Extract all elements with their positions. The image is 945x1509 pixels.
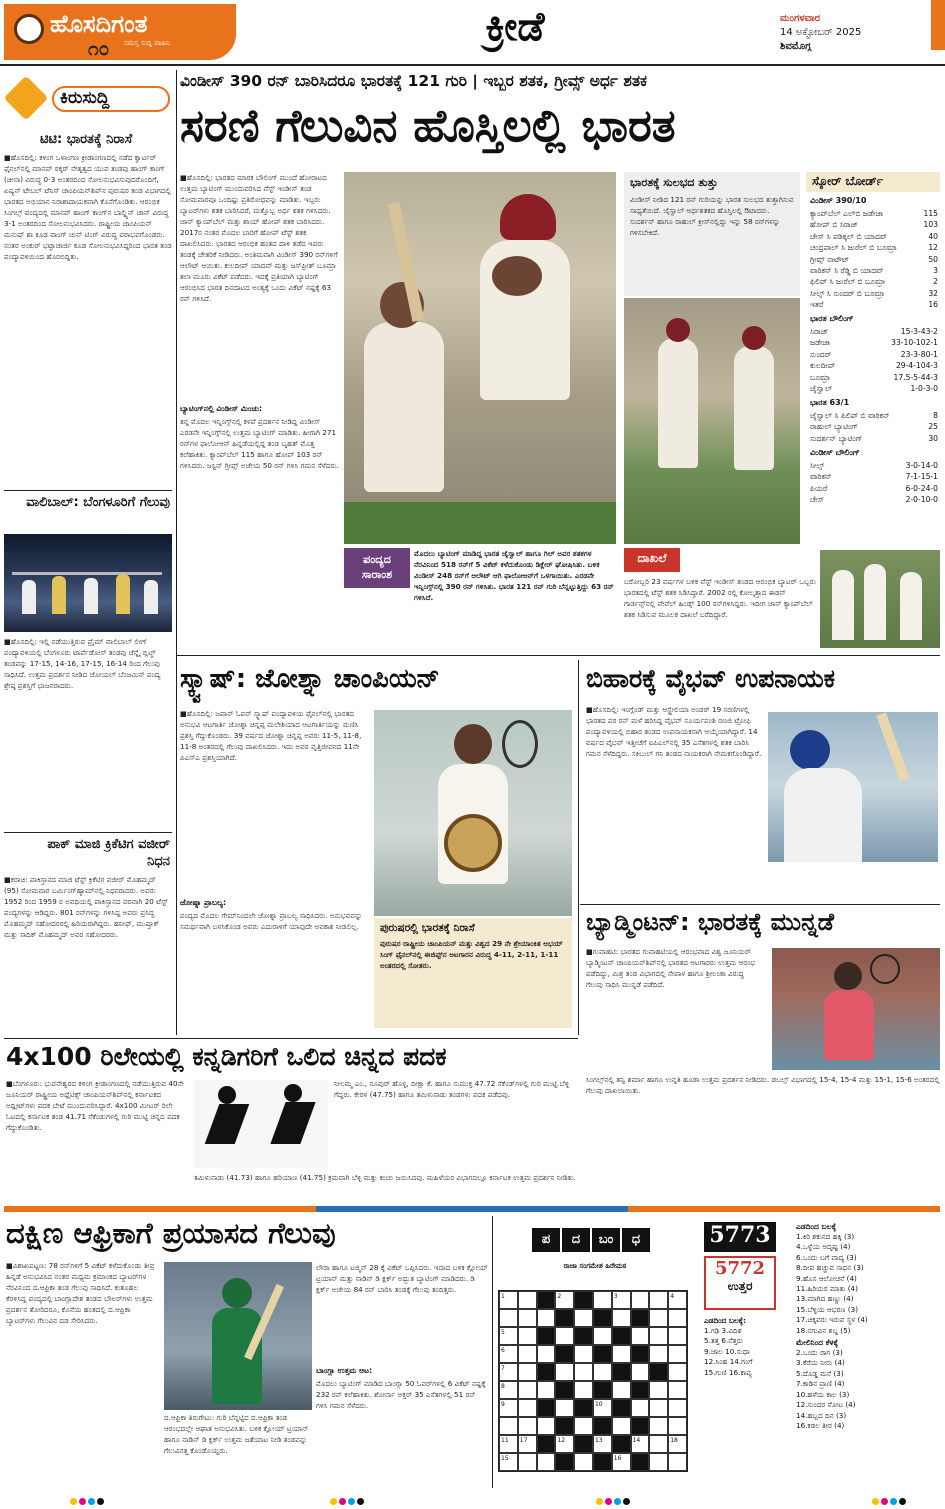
grid-cell-blocked bbox=[574, 1399, 593, 1417]
grid-cell[interactable] bbox=[649, 1417, 668, 1435]
grid-cell[interactable]: 3 bbox=[612, 1291, 631, 1309]
score-name: ಗ್ರೀವ್ಸ್ ನಾಟೌಟ್ bbox=[810, 254, 850, 264]
grid-cell-blocked bbox=[537, 1399, 556, 1417]
grid-cell[interactable] bbox=[668, 1453, 687, 1471]
answer-box bbox=[704, 1256, 776, 1310]
clue: 10.ಹಳೆಯ ಕಾಲ (3) bbox=[796, 1389, 850, 1399]
grid-cell[interactable] bbox=[631, 1291, 650, 1309]
score-name: ರಾಹುಲ್ ಬ್ಯಾಟಿಂಗ್ bbox=[810, 422, 858, 432]
sa-caption: ದ.ಆಫ್ರಿಕಾ ತಿರುಗೇಟು: ಗುರಿ ಬೆನ್ನಟ್ಟಿದ ದ.ಆಫ್ರಿಕಾ ತಂಡ ಆರಂಭದಲ್ಲೇ ಆಘಾತ ಅನುಭವಿಸಿತು. ಬಳಿಕ ಕ್ಲೋಯ್ ಟ್ರಯಾನ್ ಹಾಗೂ ನಾಡಿನ್ ಡಿ ಕ್ಲರ್ಕ್ ಉತ್ತಮ ಜತೆಯಾಟ ನೀಡಿ ತಂಡವನ್ನು ಗೆಲುವಿನತ್ತ ಕೊಂಡೊಯ್ದರು. bbox=[164, 1413, 309, 1455]
grid-cell-blocked bbox=[631, 1453, 650, 1471]
grid-cell[interactable] bbox=[555, 1327, 574, 1345]
grid-cell[interactable] bbox=[574, 1381, 593, 1399]
score-name: ಸೀಲ್ಸ್ ಸಿ ಸುಂದರ್ ಬಿ ಬೂಮ್ರಾ bbox=[810, 288, 885, 298]
grid-cell[interactable]: 13 bbox=[593, 1435, 612, 1453]
scoreboard-bowling-title: ಭಾರತ ಬೌಲಿಂಗ್ bbox=[810, 314, 854, 323]
clue: 16.ಕಡಲ ತೀರ (4) bbox=[796, 1420, 845, 1430]
clue: 11.ಹಿರಿಯರ ಮಾತು (4) bbox=[796, 1284, 858, 1294]
color-band bbox=[931, 0, 945, 50]
grid-cell[interactable] bbox=[555, 1363, 574, 1381]
grid-cell-blocked bbox=[555, 1453, 574, 1471]
grid-cell-blocked bbox=[537, 1291, 556, 1309]
score-value: 33-10-102-1 bbox=[891, 338, 938, 348]
brand-tagline: ಸಮಸ್ತ ಸುದ್ದಿ ವಾಹಿನಿ bbox=[124, 39, 170, 47]
relay-headline: 4x100 ರಿಲೇಯಲ್ಲಿ ಕನ್ನಡಿಗರಿಗೆ ಒಲಿದ ಚಿನ್ನದ ಪದಕ bbox=[6, 1042, 447, 1071]
answer: 12.ಸಿಂಹ 14.ಗಂಗೆ bbox=[704, 1357, 753, 1367]
grid-cell-blocked bbox=[555, 1345, 574, 1363]
score-name: ಚೇಸ್ ಸಿ ಪಡಿಕ್ಕಲ್ ಬಿ ಯಾದವ್ bbox=[810, 231, 888, 241]
grid-cell[interactable] bbox=[649, 1327, 668, 1345]
clues-list bbox=[796, 1232, 942, 1336]
lead-body: ತನ್ನ ಮೊದಲ ಇನ್ನಿಂಗ್ಸ್‌ನಲ್ಲಿ ಕಳಪೆ ಪ್ರದರ್ಶನ ನೀಡಿದ್ದ ವಿಂಡೀಸ್ ಎರಡನೇ ಇನ್ನಿಂಗ್ಸ್‌ನಲ್ಲಿ ಉತ್ತಮ ಬ್ಯಾಟಿಂಗ್ ಮಾಡಿತು. ಹೀಗಾಗಿ 271 ರನ್‌ಗಳ ಫಾಲೋಆನ್ ಹಿನ್ನಡೆಯಲ್ಲಿದ್ದ ತಂಡ ಬೃಹತ್ ಮೊತ್ತ ಕಲೆಹಾಕಿತು. ಕ್ಯಾಂಪ್‌ಬೆಲ್ 115 ಹಾಗೂ ಹೋಪ್ 103 ರನ್ ಗಳಿಸಿದರು. ಜಸ್ಟಿನ್ ಗ್ರೀವ್ಸ್ ಅಜೇಯ 50 ರನ್ ಗಳಿಸಿ ಗಮನ ಸೆಳೆದರು. bbox=[180, 417, 339, 470]
page-number: ೧೦ bbox=[88, 38, 110, 60]
clue: 17.ಚಿಕ್ಕವರು ಇರುವ ಸ್ಥಳ (4) bbox=[796, 1315, 868, 1325]
relay-body: ■ಬೆಂಗಳೂರು: ಭುವನೇಶ್ವರದ ಕಳಿಂಗ ಕ್ರೀಡಾಂಗಣದಲ್ಲಿ ನಡೆಯುತ್ತಿರುವ 40ನೇ ಜೂನಿಯರ್ ರಾಷ್ಟ್ರೀಯ ಅಥ್ಲೆಟಿಕ್ಸ್ ಚಾಂಪಿಯನ್‌ಶಿಪ್‌ನಲ್ಲಿ ಕರ್ನಾಟಕದ ಅಥ್ಲೀಟ್‌ಗಳು ಪದಕ ಬೇಟೆ ಮುಂದುವರಿಸಿದ್ದಾರೆ. 4x100 ಮೀಟರ್ ರಿಲೇ ಓಟದಲ್ಲಿ ಕರ್ನಾಟಕ ತಂಡ 41.71 ಸೆಕೆಂಡುಗಳಲ್ಲಿ ಗುರಿ ಮುಟ್ಟಿ ಚಿನ್ನದ ಪದಕ ಗೆದ್ದುಕೊಂಡಿತು. bbox=[6, 1079, 184, 1132]
answer-label: ಉತ್ತರ bbox=[727, 1279, 753, 1293]
answer: 1.ಗಢಿ 3.ವಿದಿಶ bbox=[704, 1326, 742, 1335]
score-value: 15-3-43-2 bbox=[900, 327, 938, 336]
kiru-label-box bbox=[4, 76, 172, 124]
score-name: ಜೈಸ್ವಾಲ್ bbox=[810, 384, 833, 394]
score-row bbox=[810, 242, 938, 253]
answer-number: 5772 bbox=[714, 1258, 766, 1279]
lead-body: ■ಹೊಸದಿಲ್ಲಿ: ಭಾರತದ ಮಾರಕ ಬೌಲಿಂಗ್ ಮುಂದೆ ಹೋರಾಟದ ಉತ್ತಮ ಬ್ಯಾಟಿಂಗ್ ಮುಂದುವರಿಸಿದ ವೆಸ್ಟ್ ಇಂಡೀಸ್ ತಂಡ ಸೋಮವಾರವೂ ಒಂದಿಷ್ಟು ಪ್ರತಿರೋಧವನ್ನು ಮಾಡಿತು. ಇಬ್ಬರು ಬ್ಯಾಟರ್‌ಗಳು ಶತಕ ಬಾರಿಸಿದರೆ, ಮತ್ತೊಬ್ಬ ಅರ್ಧ ಶತಕ ಗಳಿಸಿದರು. ಜಾನ್ ಕ್ಯಾಂಪ್‌ಬೆಲ್ ಮತ್ತು ಶಾಯ್ ಹೋಪ್ ಶತಕ ಬಾರಿಸಿದರು. 2017ರ ನಂತರ ಮೊದಲ ಬಾರಿಗೆ ಹೋಪ್ ಟೆಸ್ಟ್ ಶತಕ ದಾಖಲಿಸಿದರು. ಭಾರತದ ಆರಂಭಿಕ ಹಂತದ ದಾಳಿ ತಡೆದ ಇವರು ತಂಡಕ್ಕೆ ಚೇತರಿಕೆ ನೀಡಿದರು. ಅಂತಿಮವಾಗಿ ವಿಂಡೀಸ್ 390 ರನ್‌ಗಳಿಗೆ ಆಲೌಟ್ ಆಯಿತು. ಕುಲದೀಪ್ ಯಾದವ್ ಮತ್ತು ಜಸ್‌ಪ್ರೀತ್ ಬೂಮ್ರಾ ತಲಾ ಮೂರು ವಿಕೆಟ್ ಪಡೆದರು. ಇದಕ್ಕೆ ಪ್ರತಿಯಾಗಿ ಬ್ಯಾಟಿಂಗ್ ಆರಂಭಿಸಿದ ಭಾರತ ದಿನದಾಟದ ಅಂತ್ಯಕ್ಕೆ ಒಂದು ವಿಕೆಟ್ ನಷ್ಟಕ್ಕೆ 63 ರನ್ ಗಳಿಸಿದೆ. bbox=[180, 173, 338, 303]
kiru-item-body: ■ಹೊಸದಿಲ್ಲಿ: ಕಳಿಂಗ ಒಳಾಂಗಣ ಕ್ರೀಡಾಂಗಣದಲ್ಲಿ ನಡೆದ ಕ್ವಾರ್ಟರ್ ಫೈನಲ್‌ನಲ್ಲಿ ಮಾನವ್ ಠಕ್ಕರ್ ನೇತೃತ್ವದ ಯುವ ತಂಡವು ಹಾಂಗ್ ಕಾಂಗ್ (ಚೀನಾ) ವಿರುದ್ಧ 0-3 ಅಂತರದಿಂದ ಸೋಲನುಭವಿಸುವುದರೊಂದಿಗೆ, ಏಷ್ಯನ್ ಟೇಬಲ್ ಟೆನಿಸ್ ಚಾಂಪಿಯನ್‌ಶಿಪ್‌ನ ಪುರುಷರ ತಂಡ ವಿಭಾಗದಲ್ಲಿ ಭಾರತದ ಅಭಿಯಾನ ನಿರಾಶಾದಾಯಕವಾಗಿ ಕೊನೆಗೊಂಡಿತು. ಆರಂಭಿಕ ಸಿಂಗಲ್ಸ್ ಪಂದ್ಯದಲ್ಲಿ ಮಾನವ್ ಹಾಂಗ್ ಕಾಂಗ್‌ನ ಬಾಲ್ಡ್ವಿನ್ ಚಾನ್ ವಿರುದ್ಧ 3-1 ಅಂತರದಿಂದ ಸೋಲನುಭವಿಸಿದರು. ರಾಷ್ಟ್ರೀಯ ಚಾಂಪಿಯನ್ ಮನುಷ್ ಶಾ ಕೂಡ ವಾಂಗ್ ಚುನ್ ಟಿಂಗ್ ವಿರುದ್ಧ ಪರಾಭವಗೊಂಡರು. ನಂತರ ಅಂಕುರ್ ಭಟ್ಟಾಚಾರ್ಜಿ ಕೂಡ ಸೋಲನುಭವಿಸಿದ್ದರಿಂದ ಭಾರತ ತಂಡ ಪಂದ್ಯಾವಳಿಯಿಂದ ಹೊರಬಿದ್ದಿತು. bbox=[4, 153, 172, 261]
grid-cell[interactable] bbox=[537, 1417, 556, 1435]
score-row bbox=[810, 208, 938, 219]
lead-headline: ಸರಣಿ ಗೆಲುವಿನ ಹೊಸ್ತಿಲಲ್ಲಿ ಭಾರತ bbox=[180, 99, 676, 152]
grid-cell[interactable]: 6 bbox=[499, 1345, 518, 1363]
grid-cell-blocked bbox=[612, 1399, 631, 1417]
score-name: ಹೋಪ್ ಬಿ ಸಿರಾಜ್ bbox=[810, 220, 859, 230]
grid-cell[interactable]: 11 bbox=[499, 1435, 518, 1453]
clue: 2.ಒಂದು ರಾಗ (3) bbox=[796, 1348, 843, 1358]
score-value: 1-0-3-0 bbox=[910, 384, 938, 394]
score-row bbox=[810, 219, 938, 230]
lead-photo-batters bbox=[624, 298, 800, 544]
grid-cell[interactable]: 15 bbox=[499, 1453, 518, 1471]
grid-cell[interactable] bbox=[668, 1381, 687, 1399]
summary-label-box bbox=[344, 548, 410, 588]
clue: 14.ಹಬ್ಬದ ದಿನ (3) bbox=[796, 1410, 847, 1420]
score-value: 25 bbox=[928, 422, 938, 432]
grid-cell-blocked bbox=[555, 1309, 574, 1327]
badminton-body: ಸಿಂಗಲ್ಸ್‌ನಲ್ಲಿ ತನ್ವಿ ಶರ್ಮಾ ಹಾಗೂ ಉನ್ನತಿ ಹೂಡಾ ಉತ್ತಮ ಪ್ರದರ್ಶನ ನೀಡಿದರು. ಡಬಲ್ಸ್ ವಿಭಾಗದಲ್ಲಿ 15-4, 15-4 ಮತ್ತು 15-1, 15-6 ಅಂತರದಲ್ಲಿ ಗೆಲುವು ದಾಖಲಾಯಿತು. bbox=[586, 1075, 940, 1095]
clues-title: ಮೇಲಿನಿಂದ ಕೆಳಕ್ಕೆ bbox=[796, 1338, 838, 1348]
lead-sidebar-box bbox=[624, 172, 800, 296]
grid-cell[interactable] bbox=[574, 1345, 593, 1363]
lead-subhead: ಬ್ಯಾಟಿಂಗ್‌ನಲ್ಲಿ ವಿಂಡೀಸ್ ಮಿಂಚು: bbox=[180, 404, 263, 413]
score-name: ಇತರೆ bbox=[810, 300, 824, 310]
clue: 15.ಬೆಳ್ಳಿಯ ಆಭರಣ (3) bbox=[796, 1304, 858, 1314]
dateline bbox=[780, 12, 930, 54]
grid-cell[interactable] bbox=[649, 1435, 668, 1453]
score-name: ವಾರಿಕನ್ bbox=[810, 472, 832, 482]
score-name: ಪಿಯರೆ bbox=[810, 483, 828, 493]
grid-cell[interactable] bbox=[612, 1417, 631, 1435]
lead-sidebar-title: ಭಾರತಕ್ಕೆ ಸುಲಭದ ತುತ್ತು bbox=[630, 176, 718, 189]
badminton-headline: ಬ್ಯಾಡ್ಮಿಂಟನ್: ಭಾರತಕ್ಕೆ ಮುನ್ನಡೆ bbox=[586, 908, 834, 936]
clue: 4.ಒಳ್ಳೆಯ ಅದೃಷ್ಟ (4) bbox=[796, 1242, 851, 1252]
grid-cell[interactable] bbox=[518, 1417, 537, 1435]
kiru-item-title: ಟಿಟಿ: ಭಾರತಕ್ಕೆ ನಿರಾಸೆ bbox=[40, 132, 133, 147]
score-value: 23-3-80-1 bbox=[900, 349, 938, 359]
score-name: ಸಿರಾಜ್ bbox=[810, 327, 829, 336]
kiru-item-title: ಪಾಕ್ ಮಾಜಿ ಕ್ರಿಕೆಟಿಗ ವಜೀರ್ ನಿಧನ bbox=[47, 837, 170, 869]
score-value: 32 bbox=[928, 288, 938, 298]
grid-cell[interactable] bbox=[499, 1417, 518, 1435]
badminton-body: ■ಗುವಾಹಟಿ: ಭಾರತದ ಗುವಾಹಟಿಯಲ್ಲಿ ಆರಂಭವಾದ ವಿಶ್ವ ಜೂನಿಯರ್ ಬ್ಯಾಡ್ಮಿಂಟನ್ ಚಾಂಪಿಯನ್‌ಶಿಪ್‌ನಲ್ಲಿ ಭಾರತದ ಆಟಗಾರರು ಉತ್ತಮ ಆರಂಭ ಪಡೆದಿದ್ದು, ಮಿಶ್ರ ತಂಡ ವಿಭಾಗದಲ್ಲಿ ನೇಪಾಳ ಹಾಗೂ ಶ್ರೀಲಂಕಾ ವಿರುದ್ಧ ಗೆಲುವು ಸಾಧಿಸಿ ಮುನ್ನಡೆ ಪಡೆದಿದೆ. bbox=[586, 947, 756, 989]
day: ಮಂಗಳವಾರ bbox=[780, 13, 821, 24]
grid-cell-blocked bbox=[574, 1327, 593, 1345]
squash-caption-title: ಪುರುಷರಲ್ಲಿ ಭಾರತಕ್ಕೆ ನಿರಾಸೆ bbox=[380, 922, 475, 934]
answers-title: ಎಡದಿಂದ ಬಲಕ್ಕೆ: bbox=[704, 1316, 746, 1325]
grid-cell[interactable] bbox=[574, 1363, 593, 1381]
score-value: 3 bbox=[933, 266, 938, 276]
grid-cell[interactable]: 18 bbox=[668, 1435, 687, 1453]
scoreboard-team: ವಿಂಡೀಸ್ 390/10 bbox=[810, 196, 867, 205]
score-name: ಕುಲದೀಪ್ bbox=[810, 361, 836, 371]
scoreboard-batting bbox=[810, 410, 938, 444]
answer: 5.ತತ್ತ 6.ನೆತ್ತರು bbox=[704, 1336, 744, 1346]
grid-cell[interactable] bbox=[649, 1291, 668, 1309]
record-body: ಬರೋಬ್ಬರಿ 23 ವರ್ಷಗಳ ಬಳಿಕ ವೆಸ್ಟ್ ಇಂಡೀಸ್ ತಂಡದ ಆರಂಭಿಕ ಬ್ಯಾಟರ್ ಒಬ್ಬರು ಭಾರತದಲ್ಲಿ ಟೆಸ್ಟ್ ಶತಕ ಸಿಡಿಸಿದ್ದಾರೆ. 2002 ರಲ್ಲಿ ಕೋಲ್ಕತ್ತಾದ ಈಡನ್ ಗಾರ್ಡನ್ಸ್‌ನಲ್ಲಿ ವೇವೆಲ್ ಹಿಂಡ್ಸ್ 100 ರನ್‌ಗಳಿಸಿದ್ದರು. ಇದೀಗ ಜಾನ್ ಕ್ಯಾಂಪ್‌ಬೆಲ್ ಶತಕ ಸಿಡಿಸುವ ಮೂಲಕ ದಾಖಲೆ ಬರೆದಿದ್ದಾರೆ. bbox=[624, 577, 816, 619]
squash-subhead: ಜೋಷ್ನಾ ಪ್ರಾಬಲ್ಯ: bbox=[180, 898, 226, 907]
clue: 13.ಮಾಗಿದ ಹಣ್ಣು (4) bbox=[796, 1294, 854, 1304]
grid-cell[interactable] bbox=[518, 1327, 537, 1345]
score-value: 115 bbox=[923, 209, 938, 218]
grid-cell[interactable] bbox=[537, 1309, 556, 1327]
scoreboard-team: ಭಾರತ 63/1 bbox=[810, 398, 850, 407]
grid-cell-blocked bbox=[593, 1345, 612, 1363]
kiru-label: ಕಿರುಸುದ್ದಿ bbox=[60, 88, 110, 108]
scoreboard-batting bbox=[810, 208, 938, 311]
score-row bbox=[810, 372, 938, 383]
summary-body: ಮೊದಲು ಬ್ಯಾಟಿಂಗ್ ಮಾಡಿದ್ದ ಭಾರತ ಜೈಸ್ವಾಲ್ ಹಾಗೂ ಗಿಲ್ ಅವರ ಶತಕಗಳ ನೆರವಿನಿಂದ 518 ರನ್‌ಗೆ 5 ವಿಕೆಟ್ ಕಳೆದುಕೊಂಡು ಡಿಕ್ಲೇರ್ ಘೋಷಿಸಿತು. ಬಳಿಕ ವಿಂಡೀಸ್ 248 ರನ್‌ಗೆ ಆಲೌಟ್ ಆಗಿ ಫಾಲೋಆನ್‌ಗೆ ಒಳಗಾಯಿತು. ಎರಡನೇ ಇನ್ನಿಂಗ್ಸ್‌ನಲ್ಲಿ 390 ರನ್ ಗಳಿಸಿತು. ಭಾರತ 121 ರನ್ ಗುರಿ ಬೆನ್ನಟ್ಟುತ್ತಿದ್ದು 63 ರನ್ ಗಳಿಸಿದೆ. bbox=[414, 549, 614, 602]
record-label-box bbox=[624, 548, 680, 572]
record-photo bbox=[820, 550, 940, 648]
score-row bbox=[810, 421, 938, 432]
scoreboard-bowling-title: ವಿಂಡೀಸ್ ಬೌಲಿಂಗ್ bbox=[810, 448, 860, 457]
grid-cell[interactable]: 17 bbox=[518, 1435, 537, 1453]
grid-cell-blocked bbox=[593, 1381, 612, 1399]
grid-cell[interactable] bbox=[518, 1291, 537, 1309]
grid-cell-blocked bbox=[593, 1309, 612, 1327]
grid-cell[interactable] bbox=[518, 1363, 537, 1381]
date: 14 ಅಕ್ಟೋಬರ್ 2025 bbox=[780, 27, 862, 38]
score-value: 29-4-104-3 bbox=[895, 361, 938, 371]
grid-cell[interactable] bbox=[649, 1399, 668, 1417]
column-rule bbox=[176, 70, 177, 1035]
grid-cell-blocked bbox=[555, 1417, 574, 1435]
score-row bbox=[810, 231, 938, 242]
score-name: ಚಂದ್ರಪಾಲ್ ಸಿ ಜುರೆಲ್ ಬಿ ಬೂಮ್ರಾ bbox=[810, 243, 897, 253]
grid-cell[interactable]: 1 bbox=[499, 1291, 518, 1309]
grid-cell[interactable]: 9 bbox=[499, 1399, 518, 1417]
score-row bbox=[810, 360, 938, 371]
grid-cell-blocked bbox=[537, 1363, 556, 1381]
masthead bbox=[0, 0, 945, 66]
grid-cell[interactable] bbox=[668, 1309, 687, 1327]
sa-body: ಲೌರಾ ಹಾಗೂ ಟಜ್ಮಿನ್ 28 ಕ್ಕೆ ವಿಕೆಟ್ ಒಪ್ಪಿಸಿದರು. ಇದಾದ ಬಳಿಕ ಕ್ಲೋಯ್ ಟ್ರಯಾನ್ ಮತ್ತು ನಾಡಿನ್ ಡಿ ಕ್ಲರ್ಕ್ ಅದ್ಭುತ ಬ್ಯಾಟಿಂಗ್ ಮಾಡಿದರು. ಡಿ ಕ್ಲರ್ಕ್ ಅಜೇಯ 84 ರನ್ ಬಾರಿಸಿ ತಂಡಕ್ಕೆ ಗೆಲುವು ತಂದಿತ್ತರು. bbox=[316, 1263, 488, 1294]
bihar-body: ■ಹೊಸದಿಲ್ಲಿ: ಇಂಗ್ಲೆಂಡ್ ಮತ್ತು ಆಸ್ಟ್ರೇಲಿಯಾ ಅಂಡರ್ 19 ಸರಣಿಗಳಲ್ಲಿ ಭಾರತದ ಪರ ರನ್ ಮಳೆ ಹರಿಸಿದ್ದ ವೈಭವ್ ಸೂರ್ಯವಂಶಿ ರಣಜಿ ಟ್ರೋಫಿ ಪಂದ್ಯಾವಳಿಯಲ್ಲಿ ಬಿಹಾರ ತಂಡದ ಉಪನಾಯಕನಾಗಿ ಆಯ್ಕೆಯಾಗಿದ್ದಾರೆ. 14 ವರ್ಷದ ವೈಭವ್ ಇತ್ತೀಚೆಗೆ ಐಪಿಎಲ್‌ನಲ್ಲಿ 35 ಎಸೆತಗಳಲ್ಲಿ ಶತಕ ಬಾರಿಸಿ ಗಮನ ಸೆಳೆದಿದ್ದರು. ಸಕಿಬುಲ್ ಗನಿ ತಂಡದ ನಾಯಕರಾಗಿ ನೇಮಕಗೊಂಡಿದ್ದಾರೆ. bbox=[586, 705, 762, 758]
puzzle-title-letter: ದ bbox=[562, 1228, 590, 1252]
score-name: ಬೂಮ್ರಾ bbox=[810, 372, 831, 382]
score-name: ಸುದರ್ಶನ್ ಬ್ಯಾಟಿಂಗ್ bbox=[810, 433, 863, 443]
squash-body: ಪಂದ್ಯದ ಮೊದಲ ಗೇಮ್‌ನಿಂದಲೇ ಜೋಶ್ನಾ ಪ್ರಾಬಲ್ಯ ಸಾಧಿಸಿದರು. ಅನುಭವವನ್ನು ಸಮರ್ಥವಾಗಿ ಬಳಸಿಕೊಂಡ ಅವರು ಎದುರಾಳಿಗೆ ಯಾವುದೇ ಅವಕಾಶ ನೀಡಲಿಲ್ಲ. bbox=[180, 911, 363, 931]
squash-photo bbox=[374, 710, 572, 916]
score-row bbox=[810, 288, 938, 299]
grid-cell[interactable]: 2 bbox=[555, 1291, 574, 1309]
grid-cell-blocked bbox=[649, 1363, 668, 1381]
score-row bbox=[810, 460, 938, 471]
grid-cell[interactable] bbox=[537, 1381, 556, 1399]
brand-logo-icon bbox=[14, 14, 44, 44]
grid-cell-blocked bbox=[537, 1435, 556, 1453]
grid-cell[interactable]: 12 bbox=[555, 1435, 574, 1453]
puzzle-number: 5773 bbox=[704, 1222, 776, 1252]
score-name: ಸುಂದರ್ bbox=[810, 349, 832, 359]
score-row bbox=[810, 326, 938, 337]
squash-body: ■ಹೊಸದಿಲ್ಲಿ: ಜಪಾನ್ ಓಪನ್ ಸ್ಕ್ವಾಷ್ ಪಂದ್ಯಾವಳಿಯ ಫೈನಲ್‌ನಲ್ಲಿ ಭಾರತದ ಅನುಭವಿ ಆಟಗಾರ್ತಿ ಜೋಶ್ನಾ ಚಿನ್ನಪ್ಪ ಮಲೇಶಿಯಾದ ಆಟಗಾರ್ತಿಯನ್ನು ಮಣಿಸಿ ಪ್ರಶಸ್ತಿ ಗೆದ್ದುಕೊಂಡರು. 39 ವರ್ಷದ ಜೋಶ್ನಾ ಚಿನ್ನಪ್ಪ ಅವರು 11-5, 11-8, 11-8 ಅಂತರದಲ್ಲಿ ಗೆಲುವು ದಾಖಲಿಸಿದರು. ಇದು ಅವರ ವೃತ್ತಿಜೀವನದ 11ನೇ ಪಿಎಸ್‌ಎ ಪ್ರಶಸ್ತಿಯಾಗಿದೆ. bbox=[180, 709, 362, 762]
crossword-grid[interactable] bbox=[498, 1290, 688, 1472]
grid-cell[interactable] bbox=[518, 1399, 537, 1417]
score-name: ಜಡೇಜಾ bbox=[810, 338, 831, 348]
score-value: 2 bbox=[933, 277, 938, 287]
grid-cell[interactable] bbox=[649, 1309, 668, 1327]
clue: 18.ನಗುವಿನ ಶಬ್ದ (5) bbox=[796, 1325, 851, 1335]
clues bbox=[796, 1222, 942, 1490]
grid-cell[interactable] bbox=[649, 1453, 668, 1471]
grid-cell[interactable] bbox=[518, 1381, 537, 1399]
grid-cell[interactable] bbox=[518, 1309, 537, 1327]
score-row bbox=[810, 471, 938, 482]
grid-cell-blocked bbox=[537, 1327, 556, 1345]
squash-caption-box bbox=[374, 918, 572, 1028]
score-value: 40 bbox=[928, 231, 938, 241]
clue: 8.ದೀಪ ಹಚ್ಚುವ ಸಾಧನ (3) bbox=[796, 1263, 864, 1273]
score-row bbox=[810, 349, 938, 360]
score-row bbox=[810, 254, 938, 265]
grid-cell[interactable] bbox=[574, 1453, 593, 1471]
score-value: 16 bbox=[928, 300, 938, 310]
clues-title: ಎಡದಿಂದ ಬಲಕ್ಕೆ bbox=[796, 1222, 837, 1231]
grid-cell[interactable]: 8 bbox=[499, 1381, 518, 1399]
grid-cell[interactable]: 16 bbox=[612, 1453, 631, 1471]
score-value: 8 bbox=[933, 411, 938, 420]
scoreboard-title: ಸ್ಕೋರ್ ಬೋರ್ಡ್ bbox=[812, 174, 884, 188]
grid-cell[interactable] bbox=[593, 1327, 612, 1345]
grid-cell[interactable] bbox=[593, 1291, 612, 1309]
score-row bbox=[810, 337, 938, 348]
grid-cell-blocked bbox=[631, 1417, 650, 1435]
grid-cell[interactable] bbox=[499, 1309, 518, 1327]
score-row bbox=[810, 265, 938, 276]
brand-banner bbox=[4, 4, 236, 60]
volleyball-photo bbox=[4, 534, 172, 632]
clue: 1.ಕಿರಿ ಶಕುನದ ಹಕ್ಕಿ (3) bbox=[796, 1232, 855, 1241]
score-name: ಫಿಲಿಪ್ ಸಿ ಜುರೆಲ್ ಬಿ ಬೂಮ್ರಾ bbox=[810, 277, 886, 287]
city: ಶಿವಮೊಗ್ಗ bbox=[780, 41, 812, 52]
grid-cell-blocked bbox=[574, 1291, 593, 1309]
answers-list bbox=[704, 1326, 794, 1378]
scoreboard-bowling bbox=[810, 460, 938, 506]
grid-cell[interactable]: 5 bbox=[499, 1327, 518, 1345]
grid-cell-blocked bbox=[631, 1309, 650, 1327]
grid-cell[interactable]: 4 bbox=[668, 1291, 687, 1309]
grid-cell-blocked bbox=[631, 1381, 650, 1399]
kiru-item-body: ■ಹೊಸದಿಲ್ಲಿ: ಇಲ್ಲಿ ನಡೆಯುತ್ತಿರುವ ಪ್ರೈಮ್ ವಾಲಿಬಾಲ್ ಲೀಗ್ ಪಂದ್ಯಾವಳಿಯಲ್ಲಿ ಬೆಂಗಳೂರು ಟಾರ್ಪೆಡೋಸ್ ತಂಡವು ಚೆನ್ನೈ ಬ್ಲಿಟ್ಜ್ ತಂಡವನ್ನು 17-15, 14-16, 17-15, 16-14 ರಿಂದ ಗೆಲುವು ಸಾಧಿಸಿದೆ. ಉತ್ತಮ ಪ್ರದರ್ಶನ ನೀಡಿದ ಜೋಯಲ್ ಬೆಂಜಮಿನ್ ಪಂದ್ಯ ಶ್ರೇಷ್ಠ ಪ್ರಶಸ್ತಿಗೆ ಭಾಜನರಾದರು. bbox=[4, 637, 161, 690]
hand-pointer-icon bbox=[4, 76, 49, 121]
puzzle-title-letter: ಬಂ bbox=[592, 1228, 620, 1252]
grid-cell[interactable] bbox=[537, 1453, 556, 1471]
score-row bbox=[810, 494, 938, 505]
grid-cell-blocked bbox=[593, 1453, 612, 1471]
grid-cell[interactable] bbox=[612, 1381, 631, 1399]
sa-body: ಮೊದಲು ಬ್ಯಾಟಿಂಗ್ ಮಾಡಿದ ಬಾಂಗ್ಲಾ 50 ಓವರ್‌ಗಳಲ್ಲಿ 6 ವಿಕೆಟ್ ನಷ್ಟಕ್ಕೆ 232 ರನ್ ಕಲೆಹಾಕಿತು. ಶೋರ್ನಾ ಅಕ್ತರ್ 35 ಎಸೆತಗಳಲ್ಲಿ 51 ರನ್ ಗಳಿಸಿ ಗಮನ ಸೆಳೆದರು. bbox=[316, 1379, 486, 1410]
grid-cell[interactable] bbox=[593, 1363, 612, 1381]
bihar-headline: ಬಿಹಾರಕ್ಕೆ ವೈಭವ್ ಉಪನಾಯಕ bbox=[586, 664, 836, 693]
grid-cell[interactable] bbox=[668, 1363, 687, 1381]
lead-photo-century bbox=[344, 172, 616, 544]
clue: 7.ಕಾಡಿನ ಪ್ರಾಣಿ (4) bbox=[796, 1379, 845, 1389]
grid-cell[interactable] bbox=[537, 1345, 556, 1363]
scoreboard bbox=[806, 172, 940, 542]
grid-cell-blocked bbox=[631, 1345, 650, 1363]
grid-cell[interactable] bbox=[574, 1309, 593, 1327]
grid-cell[interactable] bbox=[631, 1327, 650, 1345]
score-name: ಕ್ಯಾಂಪ್‌ಬೆಲ್ ಎಲ್‌ಬಿ ಜಡೇಜಾ bbox=[810, 209, 884, 218]
score-row bbox=[810, 433, 938, 444]
clue: 5.ದೊಡ್ಡ ಮನೆ (3) bbox=[796, 1368, 844, 1378]
grid-cell[interactable]: 10 bbox=[593, 1399, 612, 1417]
score-value: 12 bbox=[928, 243, 938, 253]
score-row bbox=[810, 276, 938, 287]
score-name: ಜೈಸ್ವಾಲ್ ಸಿ ಪಿಲಿಪ್ ಬಿ ವಾರಿಕನ್ bbox=[810, 411, 890, 420]
brand-name: ಹೊಸದಿಗಂತ bbox=[50, 10, 148, 38]
grid-cell[interactable] bbox=[518, 1345, 537, 1363]
squash-caption: ಪುರುಷರ ರಾಷ್ಟ್ರೀಯ ಚಾಂಪಿಯನ್ ಮತ್ತು ವಿಶ್ವದ 29 ನೇ ಶ್ರೇಯಾಂಕಿತ ಅಭಯ್ ಸಿಂಗ್ ಫೈನಲ್‌ನಲ್ಲಿ ಈಜಿಪ್ಟ್‌ನ ಆಟಗಾರನ ವಿರುದ್ಧ 4-11, 2-11, 1-11 ಅಂತರದಲ್ಲಿ ಸೋತರು. bbox=[380, 939, 563, 970]
score-value: 103 bbox=[923, 220, 938, 230]
puzzle-author: ರಾಜಾ ಸಂಗಮೇಶ ಹಿರೇಮಠ bbox=[563, 1262, 627, 1270]
clue: 12.ಸುಂದರ ನೋಟ (4) bbox=[796, 1400, 856, 1410]
grid-cell-blocked bbox=[593, 1417, 612, 1435]
score-name: ಚೇಸ್ bbox=[810, 495, 825, 505]
puzzle-title-letter: ಧ bbox=[622, 1228, 650, 1252]
clues-list bbox=[796, 1348, 942, 1431]
summary-label: ಪಂದ್ಯದ ಸಾರಾಂಶ bbox=[361, 553, 393, 581]
score-row bbox=[810, 299, 938, 310]
grid-cell-blocked bbox=[612, 1327, 631, 1345]
grid-cell[interactable] bbox=[574, 1417, 593, 1435]
puzzle-title bbox=[532, 1228, 660, 1254]
color-stripe bbox=[4, 1206, 940, 1212]
grid-cell[interactable] bbox=[631, 1399, 650, 1417]
grid-cell[interactable]: 7 bbox=[499, 1363, 518, 1381]
grid-cell[interactable] bbox=[555, 1399, 574, 1417]
score-value: 50 bbox=[928, 254, 938, 264]
score-value: 2-0-10-0 bbox=[905, 495, 938, 505]
sa-body: ■ವಿಶಾಖಪಟ್ಟಣ: 78 ರನ್‌ಗಳಿಗೆ 5 ವಿಕೆಟ್ ಕಳೆದುಕೊಂಡು ತೀವ್ರ ಹಿನ್ನಡೆ ಅನುಭವಿಸಿದ ನಂತರ ಮಧ್ಯಮ ಕ್ರಮಾಂಕದ ಬ್ಯಾಟರ್‌ಗಳ ನೆರವಿನಿಂದ ದ.ಆಫ್ರಿಕಾ ತಂಡ ಗೆಲುವು ಸಾಧಿಸಿದೆ. ಕುತೂಹಲ ಕೆರಳಿಸಿದ್ದ ಪಂದ್ಯದಲ್ಲಿ ಬಾಂಗ್ಲಾದೇಶ ತಂಡದ ಬೌಲರ್‌ಗಳು ಉತ್ತಮ ಪ್ರದರ್ಶನ ತೋರಿದರೂ, ಕೊನೆಯ ಹಂತದಲ್ಲಿ ದ.ಆಫ್ರಿಕಾ ಬ್ಯಾಟರ್‌ಗಳು ಗೆಲುವಿನ ದಡ ಸೇರಿಸಿದರು. bbox=[6, 1261, 155, 1325]
lead-sidebar-body: ವಿಂಡೀಸ್ ನೀಡಿದ 121 ರನ್ ಗುರಿಯನ್ನು ಭಾರತ ಸುಲಭದ ತುತ್ತಾಗಿಸುವ ಸಾಧ್ಯತೆಯಿದೆ. ಜೈಸ್ವಾಲ್ ಅರ್ಧಶತಕದ ಹೊಸ್ತಿಲಲ್ಲಿ ಔಟಾದರು. ಸುದರ್ಶನ್ ಹಾಗೂ ರಾಹುಲ್ ಕ್ರೀಸ್‌ನಲ್ಲಿದ್ದು ಇನ್ನು 58 ರನ್‌ಗಳನ್ನು ಗಳಿಸಬೇಕಿದೆ. bbox=[630, 195, 794, 237]
record-label: ದಾಖಲೆ bbox=[637, 551, 667, 565]
sa-headline: ದಕ್ಷಿಣ ಆಫ್ರಿಕಾಗೆ ಪ್ರಯಾಸದ ಗೆಲುವು bbox=[6, 1216, 336, 1250]
scoreboard-bowling bbox=[810, 326, 938, 394]
grid-cell[interactable] bbox=[649, 1345, 668, 1363]
kiru-item-title: ವಾಲಿಬಾಲ್: ಬೆಂಗಳೂರಿಗೆ ಗೆಲುವು bbox=[26, 495, 170, 510]
grid-cell[interactable] bbox=[612, 1345, 631, 1363]
score-value: 3-0-14-0 bbox=[905, 461, 938, 470]
grid-cell[interactable] bbox=[668, 1399, 687, 1417]
lead-kicker: ವಿಂಡೀಸ್ 390 ರನ್ ಬಾರಿಸಿದರೂ ಭಾರತಕ್ಕೆ 121 ಗುರಿ | ಇಬ್ಬರ ಶತಕ, ಗ್ರೀವ್ಸ್ ಅರ್ಧ ಶತಕ bbox=[180, 72, 648, 90]
score-value: 17.5-5-44-3 bbox=[893, 372, 938, 382]
grid-cell-blocked bbox=[574, 1435, 593, 1453]
grid-cell-blocked bbox=[612, 1363, 631, 1381]
grid-cell[interactable] bbox=[631, 1363, 650, 1381]
grid-cell-blocked bbox=[555, 1381, 574, 1399]
grid-cell[interactable] bbox=[668, 1417, 687, 1435]
score-value: 7-1-15-1 bbox=[905, 472, 938, 482]
clue: 6.ಒಂದು ಬಗೆ ವಾದ್ಯ (3) bbox=[796, 1252, 857, 1262]
kiru-item-body: ■ಕರಾಚಿ: ಪಾಕಿಸ್ತಾನದ ಮಾಜಿ ಟೆಸ್ಟ್ ಕ್ರಿಕೆಟಿಗ ವಜೀರ್ ಮೊಹಮ್ಮದ್ (95) ಸೋಮವಾರ ಬರ್ಮಿಂಗ್‌ಹ್ಯಾಮ್‌ನಲ್ಲಿ ನಿಧನರಾದರು. ಅವರು 1952 ರಿಂದ 1959 ರ ಅವಧಿಯಲ್ಲಿ ಪಾಕಿಸ್ತಾನದ ಪರವಾಗಿ 20 ಟೆಸ್ಟ್ ಪಂದ್ಯಗಳನ್ನು ಆಡಿದ್ದರು. 801 ರನ್‌ಗಳನ್ನು ಗಳಿಸಿದ್ದ ಅವರು ಪ್ರಸಿದ್ಧ ಮೊಹಮ್ಮದ್ ಸಹೋದರರಲ್ಲಿ ಹಿರಿಯರಾಗಿದ್ದರು. ಹನೀಫ್, ಮುಷ್ತಾಕ್ ಮತ್ತು ಸಾದಿಕ್ ಮೊಹಮ್ಮದ್ ಅವರ ಸಹೋದರರು. bbox=[4, 875, 168, 939]
grid-cell[interactable] bbox=[518, 1453, 537, 1471]
clue: 9.ಹೊಸ ಆಲೋಚನೆ (4) bbox=[796, 1273, 857, 1283]
sa-photo bbox=[164, 1262, 312, 1410]
answer: 9.ಜಾಲ 10.ಸುಧಾ bbox=[704, 1346, 750, 1356]
answers bbox=[704, 1316, 794, 1486]
grid-cell[interactable] bbox=[612, 1309, 631, 1327]
puzzle-title-letter: ಪ bbox=[532, 1228, 560, 1252]
score-name: ವಾರಿಕನ್ ಸಿ ರೆಡ್ಡಿ ಬಿ ಯಾದವ್ bbox=[810, 266, 884, 276]
grid-cell[interactable] bbox=[649, 1381, 668, 1399]
score-row bbox=[810, 410, 938, 421]
grid-cell-blocked bbox=[612, 1435, 631, 1453]
squash-headline: ಸ್ಕ್ವಾಷ್: ಜೋಶ್ನಾ ಚಾಂಪಿಯನ್ bbox=[180, 664, 440, 694]
relay-body: ನೀಲಮ್ಮ ಎಂ., ನೂಪುರ್ ಹೊಳ್ಳ, ದೀಕ್ಷಾ ಕೆ. ಹಾಗೂ ಸುಮುಕ್ತ 47.72 ಸೆಕೆಂಡ್‌ಗಳಲ್ಲಿ ಗುರಿ ಮುಟ್ಟಿ ಬೆಳ್ಳಿ ಗೆದ್ದರು. ಕೇರಳ (47.75) ಹಾಗೂ ತಮಿಳುನಾಡು ತಂಡಗಳು ಪದಕ ಪಡೆದವು. bbox=[334, 1079, 570, 1099]
score-value: 6-0-24-0 bbox=[905, 483, 938, 493]
sa-subhead: ಬಾಂಗ್ಲಾ ಉತ್ತಮ ಆಟ: bbox=[316, 1366, 373, 1375]
score-row bbox=[810, 383, 938, 394]
section-title: ಕ್ರೀಡೆ bbox=[485, 4, 545, 50]
grid-cell[interactable]: 14 bbox=[631, 1435, 650, 1453]
grid-cell[interactable] bbox=[668, 1345, 687, 1363]
score-name: ಸೀಲ್ಸ್ bbox=[810, 461, 825, 470]
score-row bbox=[810, 483, 938, 494]
relay-runners-illustration bbox=[194, 1080, 328, 1168]
grid-cell[interactable] bbox=[668, 1327, 687, 1345]
badminton-photo bbox=[772, 948, 940, 1070]
relay-body: ತಮಿಳುನಾಡು (41.73) ಹಾಗೂ ಹರಿಯಾಣ (41.75) ಕ್ರಮವಾಗಿ ಬೆಳ್ಳಿ ಮತ್ತು ಕಂಚು ಜಯಿಸಿದವು. ಮಹಿಳೆಯರ ವಿಭಾಗದಲ್ಲೂ ಕರ್ನಾಟಕ ಉತ್ತಮ ಪ್ರದರ್ಶನ ನೀಡಿತು. bbox=[194, 1173, 576, 1182]
score-value: 30 bbox=[928, 433, 938, 443]
clue: 3.ಕೆರೆಯ ನೀರು (4) bbox=[796, 1358, 845, 1368]
bihar-photo bbox=[768, 712, 938, 862]
answer: 15.ಗುಣಿ 16.ಕಾವ್ಯ bbox=[704, 1367, 752, 1377]
